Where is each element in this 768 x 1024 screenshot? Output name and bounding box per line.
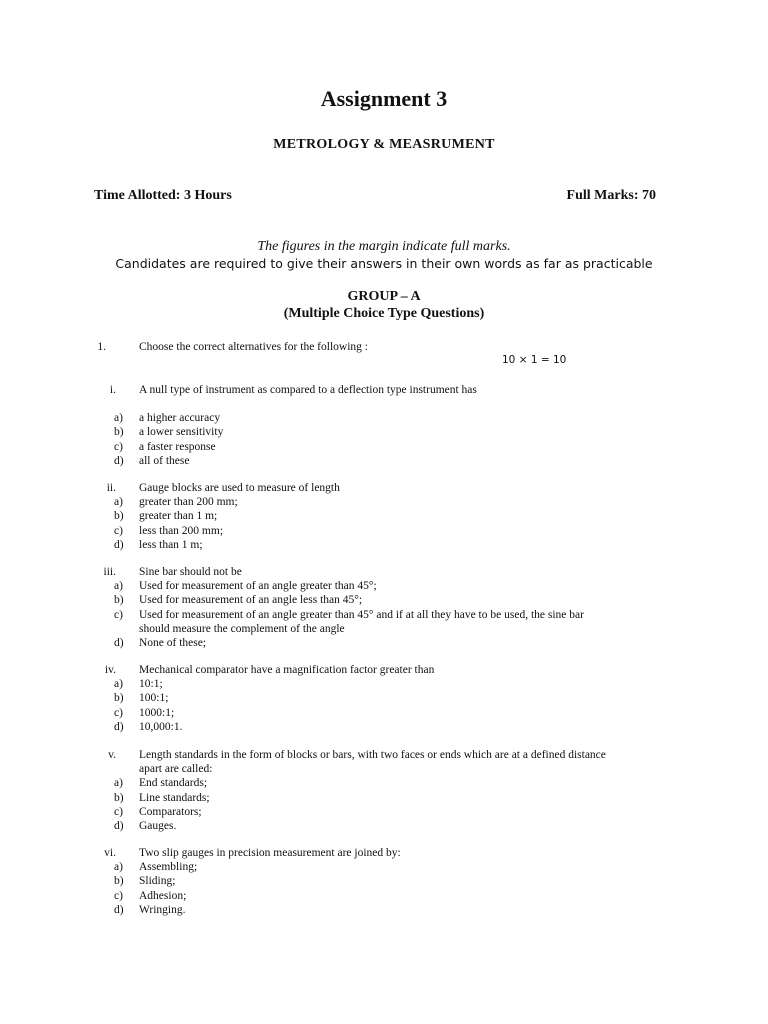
option-label: a) — [114, 580, 123, 593]
option-text: None of these; — [139, 637, 207, 649]
option-text: should measure the complement of the angle — [139, 622, 345, 635]
option-label: a) — [114, 496, 123, 509]
sub-question-number: vi. — [104, 847, 116, 859]
option-label: c) — [114, 608, 123, 621]
option-label: c) — [114, 440, 123, 453]
option-label: b) — [114, 791, 124, 804]
option-label: c) — [114, 805, 123, 818]
option-text: Line standards; — [139, 791, 210, 804]
option-text: Gauges. — [139, 820, 177, 832]
option-text: End standards; — [139, 777, 208, 790]
sub-question-number: i. — [109, 384, 116, 396]
option-text: less than 200 mm; — [139, 524, 224, 537]
option-label: b) — [114, 426, 124, 439]
option-label: d) — [114, 720, 124, 733]
option-text: Used for measurement of an angle less than 45°; — [139, 594, 363, 607]
option-text: Adhesion; — [139, 889, 187, 902]
sub-question-text: Mechanical comparator have a magnification factor greater than — [139, 664, 435, 676]
option-text: 10:1; — [139, 678, 163, 691]
subject-heading: METROLOGY & MEASRUMENT — [273, 137, 495, 152]
sub-question-text: Two slip gauges in precision measurement are joined by: — [139, 847, 401, 859]
option-label: c) — [114, 524, 123, 537]
instructions-note: The figures in the margin indicate full marks. — [257, 239, 511, 254]
sub-question-text: Sine bar should not be — [139, 566, 242, 578]
sub-question-text: A null type of instrument as compared to a deflection type instrument has — [139, 384, 477, 396]
option-text: a lower sensitivity — [139, 426, 224, 439]
option-text: Comparators; — [139, 805, 202, 818]
full-marks: Full Marks: 70 — [566, 188, 656, 203]
option-text: a higher accuracy — [139, 412, 221, 425]
time-allotted: Time Allotted: 3 Hours — [94, 188, 232, 203]
option-text: 1000:1; — [139, 706, 175, 719]
option-text: Used for measurement of an angle greater than 45° and if at all they have to be used, the sine bar — [139, 608, 584, 621]
sub-question-number: ii. — [106, 482, 116, 494]
option-label: d) — [114, 637, 124, 649]
option-label: a) — [114, 777, 123, 790]
option-label: c) — [114, 706, 123, 719]
option-text: 100:1; — [139, 692, 169, 705]
group-subtitle: (Multiple Choice Type Questions) — [283, 306, 485, 321]
sub-question-text: Length standards in the form of blocks or bars, with two faces or ends which are at a defined distance — [139, 749, 606, 761]
sub-question-number: v. — [108, 749, 116, 761]
option-label: b) — [114, 875, 124, 888]
option-text: greater than 200 mm; — [139, 496, 238, 509]
option-label: b) — [114, 594, 124, 607]
option-label: a) — [114, 412, 123, 425]
sub-question-text: apart are called: — [139, 763, 213, 776]
question-marks: 10 × 1 = 10 — [502, 354, 567, 366]
option-label: b) — [114, 510, 124, 523]
option-text: a faster response — [139, 440, 216, 453]
option-label: a) — [114, 861, 123, 874]
sub-question-text: Gauge blocks are used to measure of length — [139, 482, 340, 494]
option-label: d) — [114, 538, 124, 551]
option-label: a) — [114, 678, 123, 691]
option-label: d) — [114, 820, 124, 832]
option-text: Used for measurement of an angle greater than 45°; — [139, 580, 377, 593]
option-label: c) — [114, 889, 123, 902]
option-text: less than 1 m; — [139, 538, 203, 551]
option-text: greater than 1 m; — [139, 510, 218, 523]
option-text: Assembling; — [139, 861, 198, 874]
option-label: b) — [114, 692, 124, 705]
instructions-text: Candidates are required to give their answers in their own words as far as practicable — [115, 256, 653, 271]
group-heading: GROUP – A — [347, 289, 421, 304]
page-title: Assignment 3 — [320, 86, 448, 111]
sub-question-number: iv. — [104, 664, 116, 676]
sub-question-number: iii. — [103, 566, 116, 578]
option-text: 10,000:1. — [139, 720, 183, 733]
option-label: d) — [114, 903, 124, 916]
option-label: d) — [114, 454, 124, 467]
option-text: Wringing. — [139, 903, 186, 916]
question-number: 1. — [97, 341, 106, 353]
option-text: Sliding; — [139, 875, 176, 888]
option-text: all of these — [139, 454, 190, 467]
question-text: Choose the correct alternatives for the following : — [139, 341, 368, 353]
